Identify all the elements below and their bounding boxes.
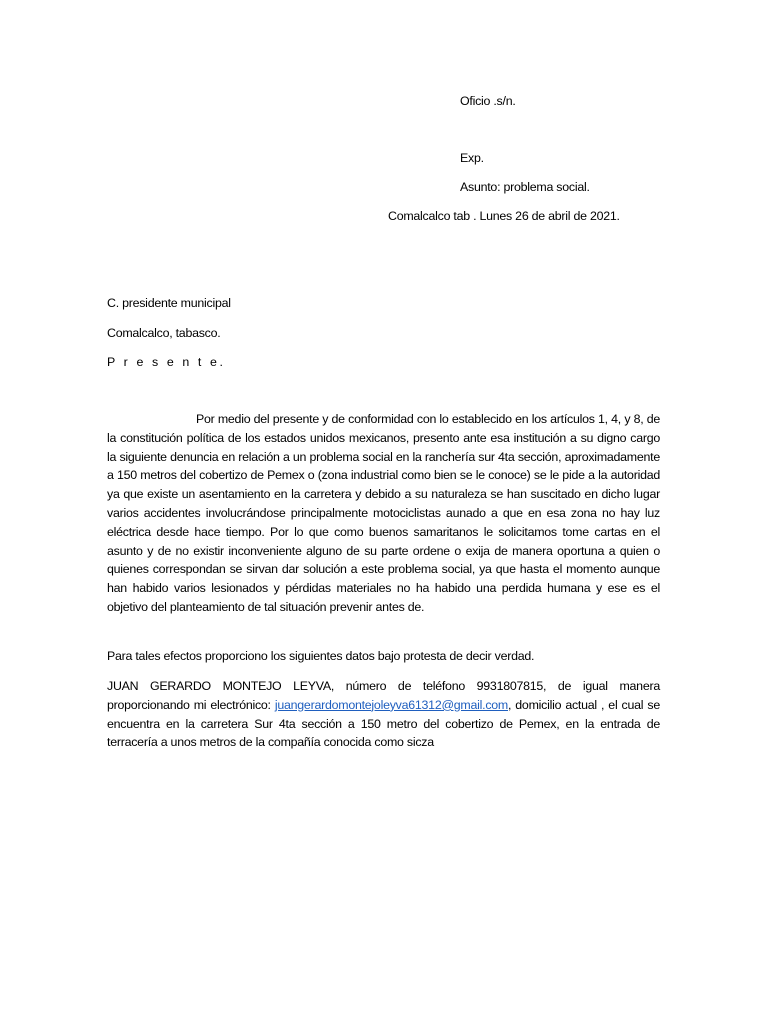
body-paragraph-3-tail: , domicilio actual , el cual se encuentra en la carretera Sur 4ta sección a 150 metro del cobertizo de Pemex, en la entrada de terracería a unos metros de la compañía conocida como sicza bbox=[107, 697, 660, 750]
email-link[interactable]: juangerardomontejoleyva61312@gmail.com bbox=[274, 697, 508, 712]
body-paragraph-3-lead: JUAN GERARDO MONTEJO LEYVA, número de teléfono 9931807815, de igual manera proporcionando mi electrónico: bbox=[107, 679, 660, 712]
body-paragraph-1-text: Por medio del presente y de conformidad con lo establecido en los artículos 1, 4, y 8, de la constitución política de los estados unidos mexicanos, presento ante esa institución a su digno cargo la siguiente denuncia en relación a un problema social en la ranchería sur 4ta sección, aproximadamente a 150 metros del cobertizo de Pemex o (zona industrial como bien se le conoce) se le pide a la autoridad ya que existe un asentamiento en la carretera y debido a su naturaleza se han suscitado en dicho lugar varios accidentes involucrándose principalmente motociclistas aunado a que en esa zona no hay luz eléctrica desde hace tiempo. Por lo que como buenos samaritanos le solicitamos tome cartas en el asunto y de no existir inconveniente alguno de su parte ordene o exija de manera oportuna a quien o quienes correspondan se sirvan dar solución a este problema social, ya que hasta el momento aunque han habido varios lesionados y pérdidas materiales no ha habido una perdida humana y ese es el objetivo del planteamiento de tal situación prevenir antes de. bbox=[107, 412, 660, 614]
recipient-title: C. presidente municipal bbox=[107, 296, 231, 310]
body-paragraph-3 bbox=[107, 677, 660, 752]
recipient-city: Comalcalco, tabasco. bbox=[107, 326, 221, 340]
exp-line: Exp. bbox=[460, 151, 484, 165]
oficio-line: Oficio .s/n. bbox=[460, 94, 516, 108]
asunto-line: Asunto: problema social. bbox=[460, 180, 590, 194]
place-date-line: Comalcalco tab . Lunes 26 de abril de 2021. bbox=[388, 209, 620, 223]
body-paragraph-1 bbox=[107, 410, 660, 617]
presente-line: P r e s e n t e. bbox=[107, 355, 226, 369]
body-paragraph-2: Para tales efectos proporciono los siguientes datos bajo protesta de decir verdad. bbox=[107, 649, 535, 663]
